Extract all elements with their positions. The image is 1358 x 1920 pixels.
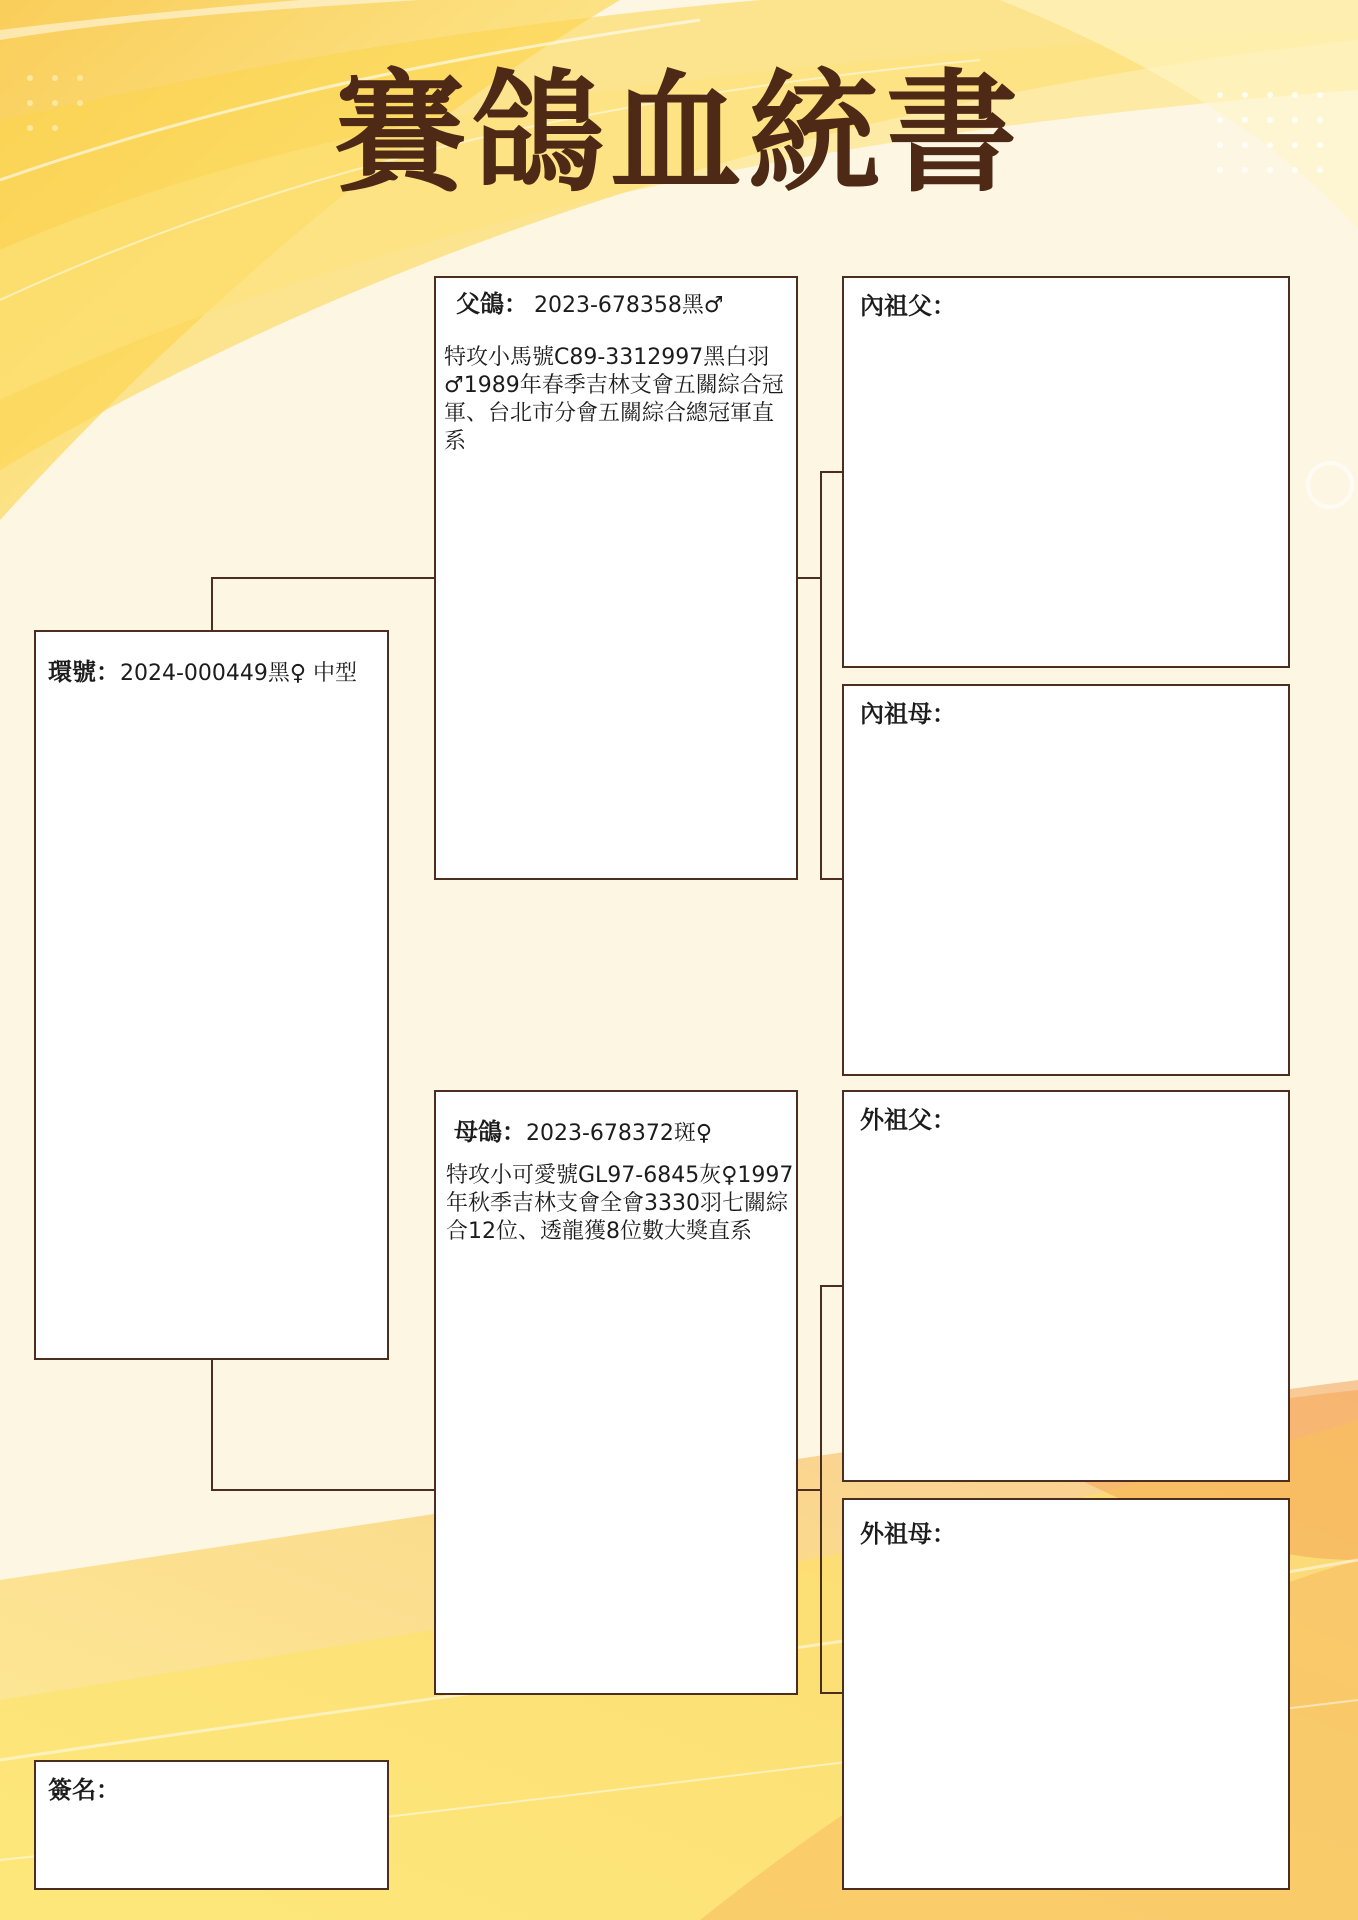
maternal-grandfather-box [842,1090,1290,1482]
maternal-grandmother-label: 外祖母： [860,1520,956,1548]
sire-description: 特攻小馬號C89-3312997黑白羽♂1989年春季吉林支會五關綜合冠軍、台北市分會五關綜合總冠軍直系 [444,345,784,454]
pigeon-ring-box [34,630,389,1360]
sire-box [434,276,798,880]
paternal-grandfather-box [842,276,1290,668]
paternal-grandmother-box [842,684,1290,1076]
maternal-grandfather-label: 外祖父： [860,1106,956,1134]
dam-description: 特攻小可愛號GL97-6845灰♀1997年秋季吉林支會全會3330羽七關綜合12位、透龍獲8位數大獎直系 [446,1163,794,1244]
page-title: 賽鴿血統書 [334,57,1024,211]
ring-number-label: 環號： [48,658,120,686]
signature-box[interactable] [34,1760,389,1890]
sire-ring-value: 2023-678358黑♂ [534,293,724,318]
sire-label: 父鴿： [456,290,528,318]
paternal-grandmother-label: 內祖母： [860,700,956,728]
dam-box [434,1090,798,1695]
dam-label: 母鴿： [454,1118,526,1146]
paternal-grandfather-label: 內祖父： [860,292,956,320]
ring-number-value: 2024-000449黑♀ 中型 [120,661,358,686]
dam-ring-value: 2023-678372斑♀ [526,1121,713,1146]
signature-label: 簽名： [48,1776,120,1804]
maternal-grandmother-box [842,1498,1290,1890]
